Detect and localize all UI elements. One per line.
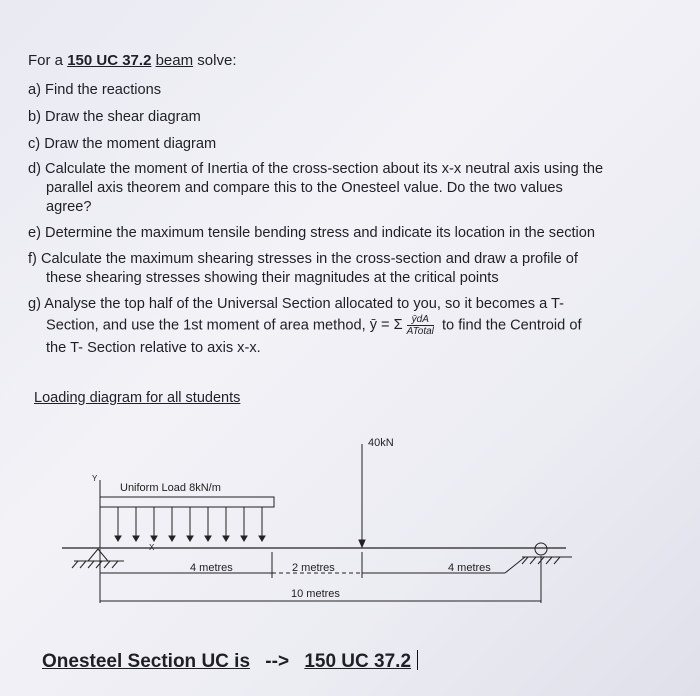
question-c: c) Draw the moment diagram [28,136,217,152]
dim-right-label: 4 metres [448,562,491,574]
udl-label: Uniform Load 8kN/m [120,482,221,494]
section-reference: 150 UC 37.2 [67,52,152,69]
question-g-formula-line: Section, and use the 1st moment of area method, ȳ = Σ $\frac{\text{ȳdA}}{\text{ATotal}}$ to find the Centroid of [46,314,582,337]
pin-support [72,549,124,568]
text-cursor [417,650,418,670]
question-e: e) Determine the maximum tensile bending stress and indicate its location in the section [28,225,596,241]
arrow-icon: --> [265,651,290,672]
point-load-label: 40kN [368,437,394,449]
beam-word: beam [155,52,194,69]
question-f: f) Calculate the maximum shearing stresses in the cross-section and draw a profile of these shearing stresses showing their magnitudes at the critical points [28,251,578,286]
point-load-arrowhead [359,540,365,547]
udl-arrows [115,507,265,541]
footer-label: Onesteel Section UC is [42,651,251,672]
question-b: b) Draw the shear diagram [28,109,201,125]
question-a: a) Find the reactions [28,82,162,98]
dim-total-label: 10 metres [291,588,340,600]
question-d: d) Calculate the moment of Inertia of the cross-section about its x-x neutral axis using the parallel axis theorem and compare this to the Onesteel value. Do the two values agree? [28,161,604,215]
centroid-formula: ȳ = Σ $\frac{\text{ȳdA}}{\text{ATotal}}$ [369,314,434,337]
dim-left-label: 4 metres [190,562,233,574]
intro-suffix: solve: [197,52,237,69]
dim-mid-label: 2 metres [292,562,335,574]
y-axis-label: Y [92,474,98,483]
question-g: g) Analyse the top half of the Universal Section allocated to you, so it becomes a T- Section, and use the 1st moment of area method, ȳ = Σ $\frac{\text{ȳdA}}{\text{ATotal}}$ to find the Centroid of the T- Section relative to axis x-x. [28,296,582,356]
udl-box [100,497,274,507]
intro-prefix: For a [28,52,64,69]
roller-support [522,543,572,564]
footer-section-value: 150 UC 37.2 [304,651,412,672]
x-axis-label: X [149,543,155,552]
onesteel-footer [42,650,418,673]
loading-diagram-title: Loading diagram for all students [34,390,241,406]
